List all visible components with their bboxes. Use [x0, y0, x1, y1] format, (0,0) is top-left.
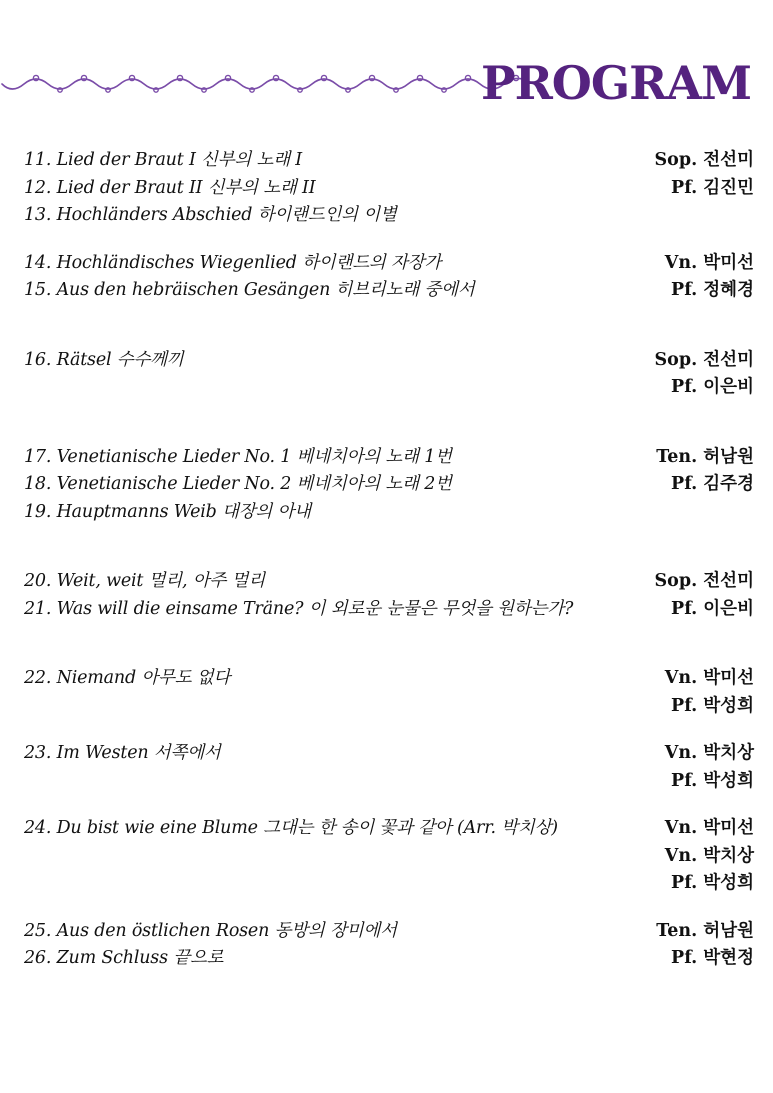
piece-list — [24, 568, 655, 623]
performer-list — [655, 347, 754, 402]
decorative-vine-icon — [0, 70, 540, 100]
performer-name: Ten. 허남원 — [656, 446, 754, 467]
performer-name: Pf. 박현정 — [671, 948, 754, 968]
program-list — [24, 147, 754, 973]
program-group — [24, 918, 754, 973]
performer-name: Vn. 박치상 — [664, 743, 754, 763]
piece-title: 21. Was will die einsame Träne? 이 외로운 눈물은 무엇을 원하는가? — [24, 598, 574, 619]
performer-name: Pf. 박성희 — [671, 695, 754, 716]
performer-list — [656, 444, 754, 499]
piece-list — [24, 815, 665, 843]
performer-name: Vn. 박미선 — [664, 252, 754, 273]
performer-name: Sop. 전선미 — [654, 349, 754, 370]
performer-list — [656, 918, 754, 973]
program-group — [24, 250, 754, 305]
piece-list — [24, 147, 655, 230]
performer-name: Pf. 박성희 — [671, 770, 754, 791]
piece-list — [24, 250, 665, 305]
performer-list — [665, 665, 754, 720]
performer-name: Pf. 이은비 — [671, 377, 754, 397]
piece-title: 12. Lied der Braut II 신부의 노래 II — [24, 177, 316, 198]
page-title: PROGRAM — [480, 56, 751, 110]
performer-name: Pf. 김진민 — [671, 177, 754, 198]
performer-name: Vn. 박미선 — [664, 668, 754, 688]
piece-title: 23. Im Westen 서쪽에서 — [24, 743, 221, 763]
performer-list — [655, 568, 754, 623]
piece-title: 24. Du bist wie eine Blume 그대는 한 송이 꽃과 같아 (Arr. 박치상) — [24, 818, 558, 838]
piece-title: 14. Hochländisches Wiegenlied 하이랜드의 자장가 — [24, 252, 442, 273]
piece-title: 17. Venetianische Lieder No. 1 베네치아의 노래 1번 — [24, 446, 452, 467]
piece-title: 16. Rätsel 수수께끼 — [24, 349, 184, 370]
performer-name: Pf. 김주경 — [671, 474, 754, 494]
piece-list — [24, 347, 655, 375]
performer-list — [665, 740, 754, 795]
piece-title: 19. Hauptmanns Weib 대장의 아내 — [24, 501, 311, 522]
performer-list — [665, 250, 754, 305]
piece-list — [24, 665, 665, 693]
program-group — [24, 568, 754, 623]
program-group — [24, 740, 754, 795]
piece-list — [24, 918, 656, 973]
piece-list — [24, 740, 665, 768]
piece-title: 26. Zum Schluss 끝으로 — [24, 948, 224, 968]
performer-name: Pf. 이은비 — [671, 598, 754, 619]
performer-name: Vn. 박미선 — [664, 818, 754, 838]
piece-title: 20. Weit, weit 멀리, 아주 멀리 — [24, 571, 265, 591]
program-group — [24, 347, 754, 402]
piece-title: 18. Venetianische Lieder No. 2 베네치아의 노래 2번 — [24, 474, 452, 494]
performer-list — [665, 815, 754, 898]
program-header — [0, 48, 773, 118]
piece-title: 13. Hochländers Abschied 하이랜드인의 이별 — [24, 205, 397, 225]
performer-name: Pf. 정혜경 — [671, 280, 754, 300]
piece-title: 25. Aus den östlichen Rosen 동방의 장미에서 — [24, 920, 397, 941]
performer-name: Vn. 박치상 — [664, 845, 754, 866]
piece-title: 11. Lied der Braut I 신부의 노래 I — [24, 150, 302, 170]
performer-name: Ten. 허남원 — [656, 920, 754, 941]
program-group — [24, 147, 754, 230]
piece-title: 22. Niemand 아무도 없다 — [24, 668, 231, 688]
performer-name: Sop. 전선미 — [654, 150, 754, 170]
program-group — [24, 665, 754, 720]
piece-title: 15. Aus den hebräischen Gesängen 히브리노래 중에서 — [24, 280, 475, 300]
program-group — [24, 815, 754, 898]
program-group — [24, 444, 754, 527]
performer-list — [655, 147, 754, 202]
piece-list — [24, 444, 656, 527]
performer-name: Pf. 박성희 — [671, 873, 754, 893]
performer-name: Sop. 전선미 — [654, 571, 754, 591]
